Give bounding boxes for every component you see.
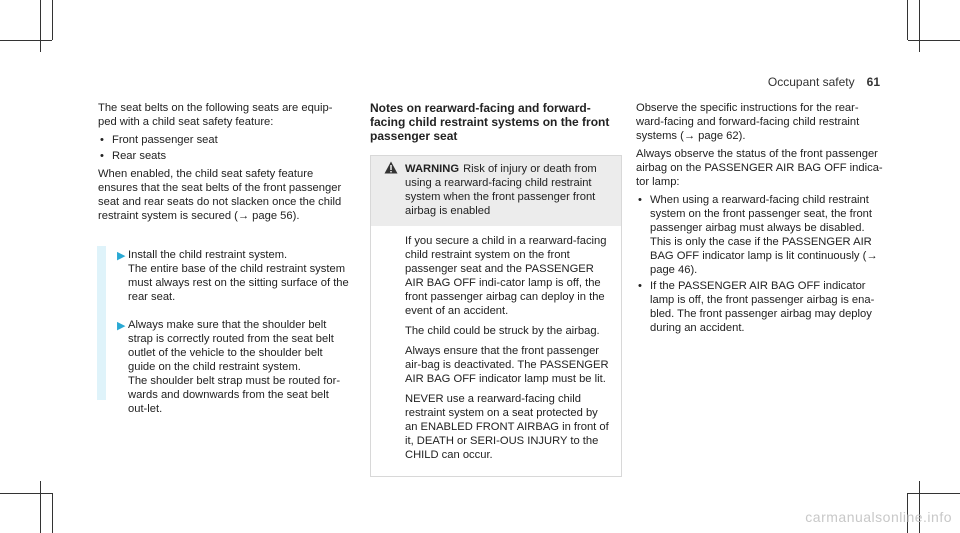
- warning-summary: Risk of injury or death from using a rearward-facing child restraint system when the front passenger front airbag is enabled: [405, 163, 597, 217]
- crop-mark: [52, 493, 53, 533]
- step-text: Always make sure that the shoulder belt strap is correctly routed from the seat belt outlet of the vehicle to the shoulder belt guide on the child restraint system.: [128, 319, 334, 373]
- crop-mark: [908, 40, 960, 41]
- seat-list: [98, 133, 350, 163]
- page-number: 61: [866, 75, 880, 89]
- list-item: • Front passenger seat: [98, 133, 350, 147]
- body-paragraph: Observe the specific instructions for the rear-ward-facing and forward-facing child restraint systems (→ page 62).: [636, 102, 860, 142]
- steps-block: [98, 248, 350, 430]
- list-item: • Rear seats: [98, 149, 350, 163]
- warning-paragraph: NEVER use a rearward-facing child restraint system on a seat protected by an ENABLED FRONT AIRBAG in front of it, DEATH or SERI-OUS INJURY to the CHILD can occur.: [405, 393, 609, 461]
- step-item: [98, 248, 350, 304]
- crop-mark: [0, 40, 52, 41]
- play-arrow-icon: ▶: [117, 250, 126, 262]
- crop-mark: [908, 493, 960, 494]
- warning-paragraph: If you secure a child in a rearward-facing child restraint system on the front passenger seat and the PASSENGER AIR BAG OFF indi-cator lamp is off, the front passenger airbag can deploy in the event of an accident.: [405, 235, 607, 317]
- page-header: [768, 75, 880, 89]
- crop-mark: [907, 0, 908, 40]
- intro-text: The seat belts on the following seats are equip-ped with a child seat safety feature:: [98, 102, 333, 128]
- body-paragraph: Always observe the status of the front passenger airbag on the PASSENGER AIR BAG OFF indica-tor lamp:: [636, 148, 883, 188]
- crop-mark: [40, 481, 41, 533]
- warning-box: [370, 155, 622, 477]
- step-text: Install the child restraint system.: [128, 249, 288, 261]
- section-title: Occupant safety: [767, 75, 855, 89]
- warning-header: [371, 156, 621, 226]
- column-right: [636, 101, 886, 339]
- step-note: The shoulder belt strap must be routed for-wards and downwards from the seat belt out-let.: [128, 375, 341, 415]
- crop-mark: [919, 0, 920, 52]
- crop-mark: [40, 0, 41, 52]
- crop-mark: [919, 481, 920, 533]
- warning-paragraph: The child could be struck by the airbag.: [405, 325, 600, 337]
- warning-triangle-icon: [384, 161, 398, 174]
- warning-body: [371, 226, 621, 476]
- crop-mark: [0, 493, 52, 494]
- column-middle: [370, 101, 622, 477]
- airbag-status-list: [636, 193, 886, 335]
- warning-paragraph: Always ensure that the front passenger air-bag is deactivated. The PASSENGER AIR BAG OFF indicator lamp must be lit.: [405, 345, 609, 385]
- play-arrow-icon: ▶: [117, 320, 126, 332]
- crop-mark: [52, 0, 53, 40]
- step-item: [98, 318, 350, 416]
- list-item: • If the PASSENGER AIR BAG OFF indicator lamp is off, the front passenger airbag is ena-bled. The front passenger airbag may deploy during an accident.: [636, 279, 886, 335]
- section-heading: Notes on rearward-facing and forward-facing child restraint systems on the front passenger seat: [370, 101, 610, 143]
- warning-label: WARNING: [405, 163, 460, 175]
- step-note: The entire base of the child restraint system must always rest on the sitting surface of the rear seat.: [128, 263, 349, 303]
- list-item: • When using a rearward-facing child restraint system on the front passenger seat, the front passenger airbag must always be disabled. This is only the case if the PASSENGER AIR BAG OFF indicator lamp is lit continuously (→ page 46).: [636, 193, 886, 277]
- watermark: carmanualsonline.info: [805, 509, 952, 525]
- column-left: [98, 101, 350, 227]
- body-paragraph: When enabled, the child seat safety feature ensures that the seat belts of the front passenger seat and rear seats do not slacken once the child restraint system is secured (→ page 56).: [98, 168, 342, 222]
